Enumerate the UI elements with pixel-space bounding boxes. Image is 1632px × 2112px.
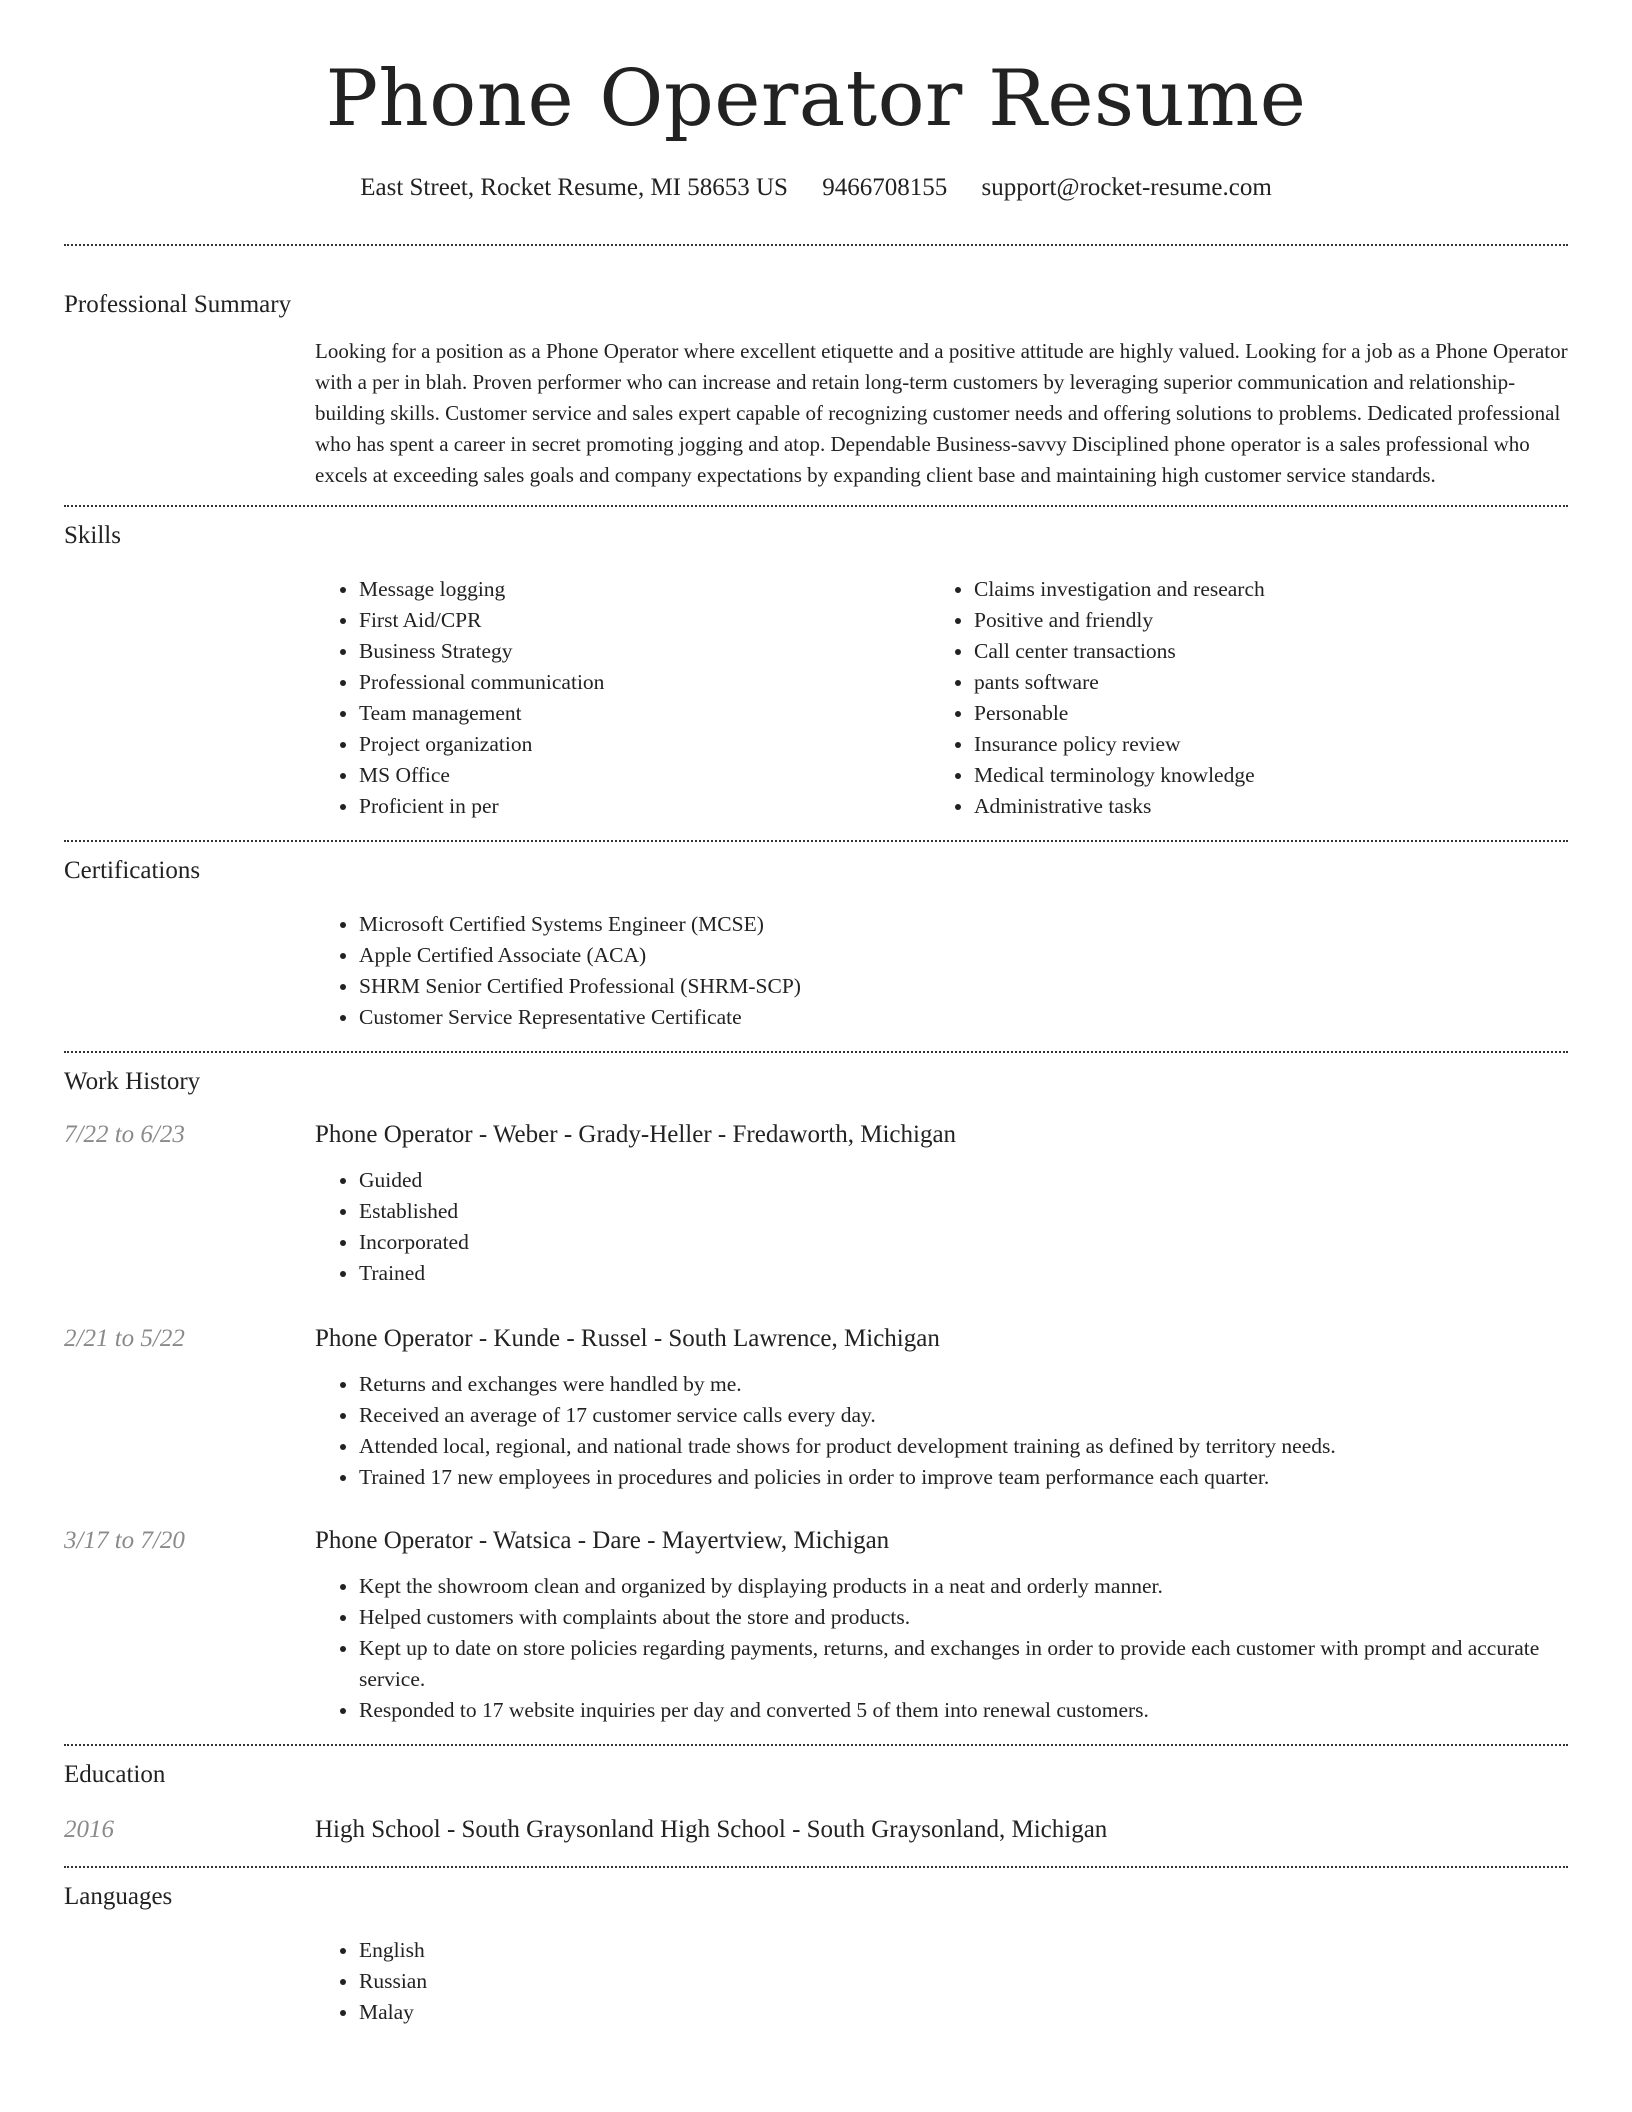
skill-item: • Claims investigation and research	[974, 574, 1545, 605]
job-title: Phone Operator - Weber - Grady-Heller - Fredaworth, Michigan	[315, 1121, 957, 1148]
job-bullet: • Incorporated	[359, 1227, 1568, 1258]
job-entry	[64, 1323, 1568, 1493]
section-divider	[64, 840, 1568, 842]
contact-email: support@rocket-resume.com	[981, 174, 1272, 201]
education-section	[64, 1758, 1568, 1846]
certification-item: • Microsoft Certified Systems Engineer (MCSE)	[359, 909, 1568, 940]
skill-item: • Message logging	[359, 574, 930, 605]
skill-item: • Medical terminology knowledge	[974, 760, 1545, 791]
certifications-heading: Certifications	[64, 857, 201, 884]
language-item: • English	[359, 1935, 1568, 1966]
skill-item: • Professional communication	[359, 667, 930, 698]
skill-item: • Insurance policy review	[974, 729, 1545, 760]
job-bullets	[315, 1165, 1568, 1289]
job-entry	[64, 1119, 1568, 1289]
job-bullet: • Responded to 17 website inquiries per day and converted 5 of them into renewal customers.	[359, 1695, 1568, 1726]
skills-section	[64, 519, 1568, 822]
job-dates: 7/22 to 6/23	[64, 1121, 185, 1148]
resume-title: Phone Operator Resume	[325, 54, 1307, 144]
job-bullet: • Received an average of 17 customer service calls every day.	[359, 1400, 1568, 1431]
skill-item: • Proficient in per	[359, 791, 930, 822]
skills-list	[315, 574, 1568, 822]
language-item: • Russian	[359, 1966, 1568, 1997]
summary-section	[64, 288, 1568, 491]
work-history-heading: Work History	[64, 1068, 201, 1095]
section-divider	[64, 244, 1568, 246]
skill-item: • MS Office	[359, 760, 930, 791]
job-bullet: • Established	[359, 1196, 1568, 1227]
section-divider	[64, 1866, 1568, 1868]
skill-item: • Positive and friendly	[974, 605, 1545, 636]
section-divider	[64, 1051, 1568, 1053]
languages-heading: Languages	[64, 1883, 173, 1910]
contact-line	[64, 170, 1568, 206]
job-bullets	[315, 1571, 1568, 1726]
job-bullet: • Kept the showroom clean and organized by displaying products in a neat and orderly manner.	[359, 1571, 1568, 1602]
job-title: Phone Operator - Kunde - Russel - South Lawrence, Michigan	[315, 1325, 940, 1352]
job-title: Phone Operator - Watsica - Dare - Mayertview, Michigan	[315, 1527, 890, 1554]
certification-item: • Apple Certified Associate (ACA)	[359, 940, 1568, 971]
education-entry	[64, 1814, 1568, 1846]
job-bullet: • Guided	[359, 1165, 1568, 1196]
certifications-list	[315, 909, 1568, 1033]
skill-item: • First Aid/CPR	[359, 605, 930, 636]
skill-item: • pants software	[974, 667, 1545, 698]
education-year: 2016	[64, 1816, 114, 1843]
skill-item: • Team management	[359, 698, 930, 729]
job-bullet: • Trained 17 new employees in procedures and policies in order to improve team performance each quarter.	[359, 1462, 1568, 1493]
summary-text: Looking for a position as a Phone Operator where excellent etiquette and a positive attitude are highly valued. Looking for a job as a Phone Operator with a per in blah. Proven performer who can increase and retain long-term customers by leveraging superior communication and relationship-building skills. Customer service and sales expert capable of recognizing customer needs and offering solutions to problems. Dedicated professional who has spent a career in secret promoting jogging and atop. Dependable Business-savvy Disciplined phone operator is a sales professional who excels at exceeding sales goals and company expectations by expanding client base and maintaining high customer service standards.	[315, 339, 1568, 487]
job-bullet: • Trained	[359, 1258, 1568, 1289]
languages-section	[64, 1880, 1568, 2028]
job-bullets	[315, 1369, 1568, 1493]
skills-heading: Skills	[64, 522, 121, 549]
job-bullet: • Attended local, regional, and national trade shows for product development training as defined by territory needs.	[359, 1431, 1568, 1462]
section-divider	[64, 505, 1568, 507]
skill-item: • Business Strategy	[359, 636, 930, 667]
contact-phone: 9466708155	[822, 174, 948, 201]
skill-item: • Administrative tasks	[974, 791, 1545, 822]
skill-item: • Personable	[974, 698, 1545, 729]
certifications-section	[64, 854, 1568, 1033]
job-bullet: • Kept up to date on store policies regarding payments, returns, and exchanges in order to provide each customer with prompt and accurate service.	[359, 1633, 1568, 1695]
summary-heading: Professional Summary	[64, 291, 292, 318]
resume-page	[64, 0, 1568, 2028]
skill-item: • Call center transactions	[974, 636, 1545, 667]
skills-column-right	[930, 574, 1545, 822]
job-dates: 2/21 to 5/22	[64, 1325, 185, 1352]
languages-list	[315, 1935, 1568, 2028]
work-history-section	[64, 1065, 1568, 1726]
section-divider	[64, 1744, 1568, 1746]
job-entry	[64, 1525, 1568, 1726]
education-heading: Education	[64, 1761, 166, 1788]
job-dates: 3/17 to 7/20	[64, 1527, 185, 1554]
skills-column-left	[315, 574, 930, 822]
job-bullet: • Helped customers with complaints about the store and products.	[359, 1602, 1568, 1633]
skill-item: • Project organization	[359, 729, 930, 760]
certification-item: • SHRM Senior Certified Professional (SHRM-SCP)	[359, 971, 1568, 1002]
certification-item: • Customer Service Representative Certificate	[359, 1002, 1568, 1033]
job-bullet: • Returns and exchanges were handled by me.	[359, 1369, 1568, 1400]
language-item: • Malay	[359, 1997, 1568, 2028]
education-title: High School - South Graysonland High School - South Graysonland, Michigan	[315, 1816, 1108, 1843]
contact-address: East Street, Rocket Resume, MI 58653 US	[360, 174, 788, 201]
